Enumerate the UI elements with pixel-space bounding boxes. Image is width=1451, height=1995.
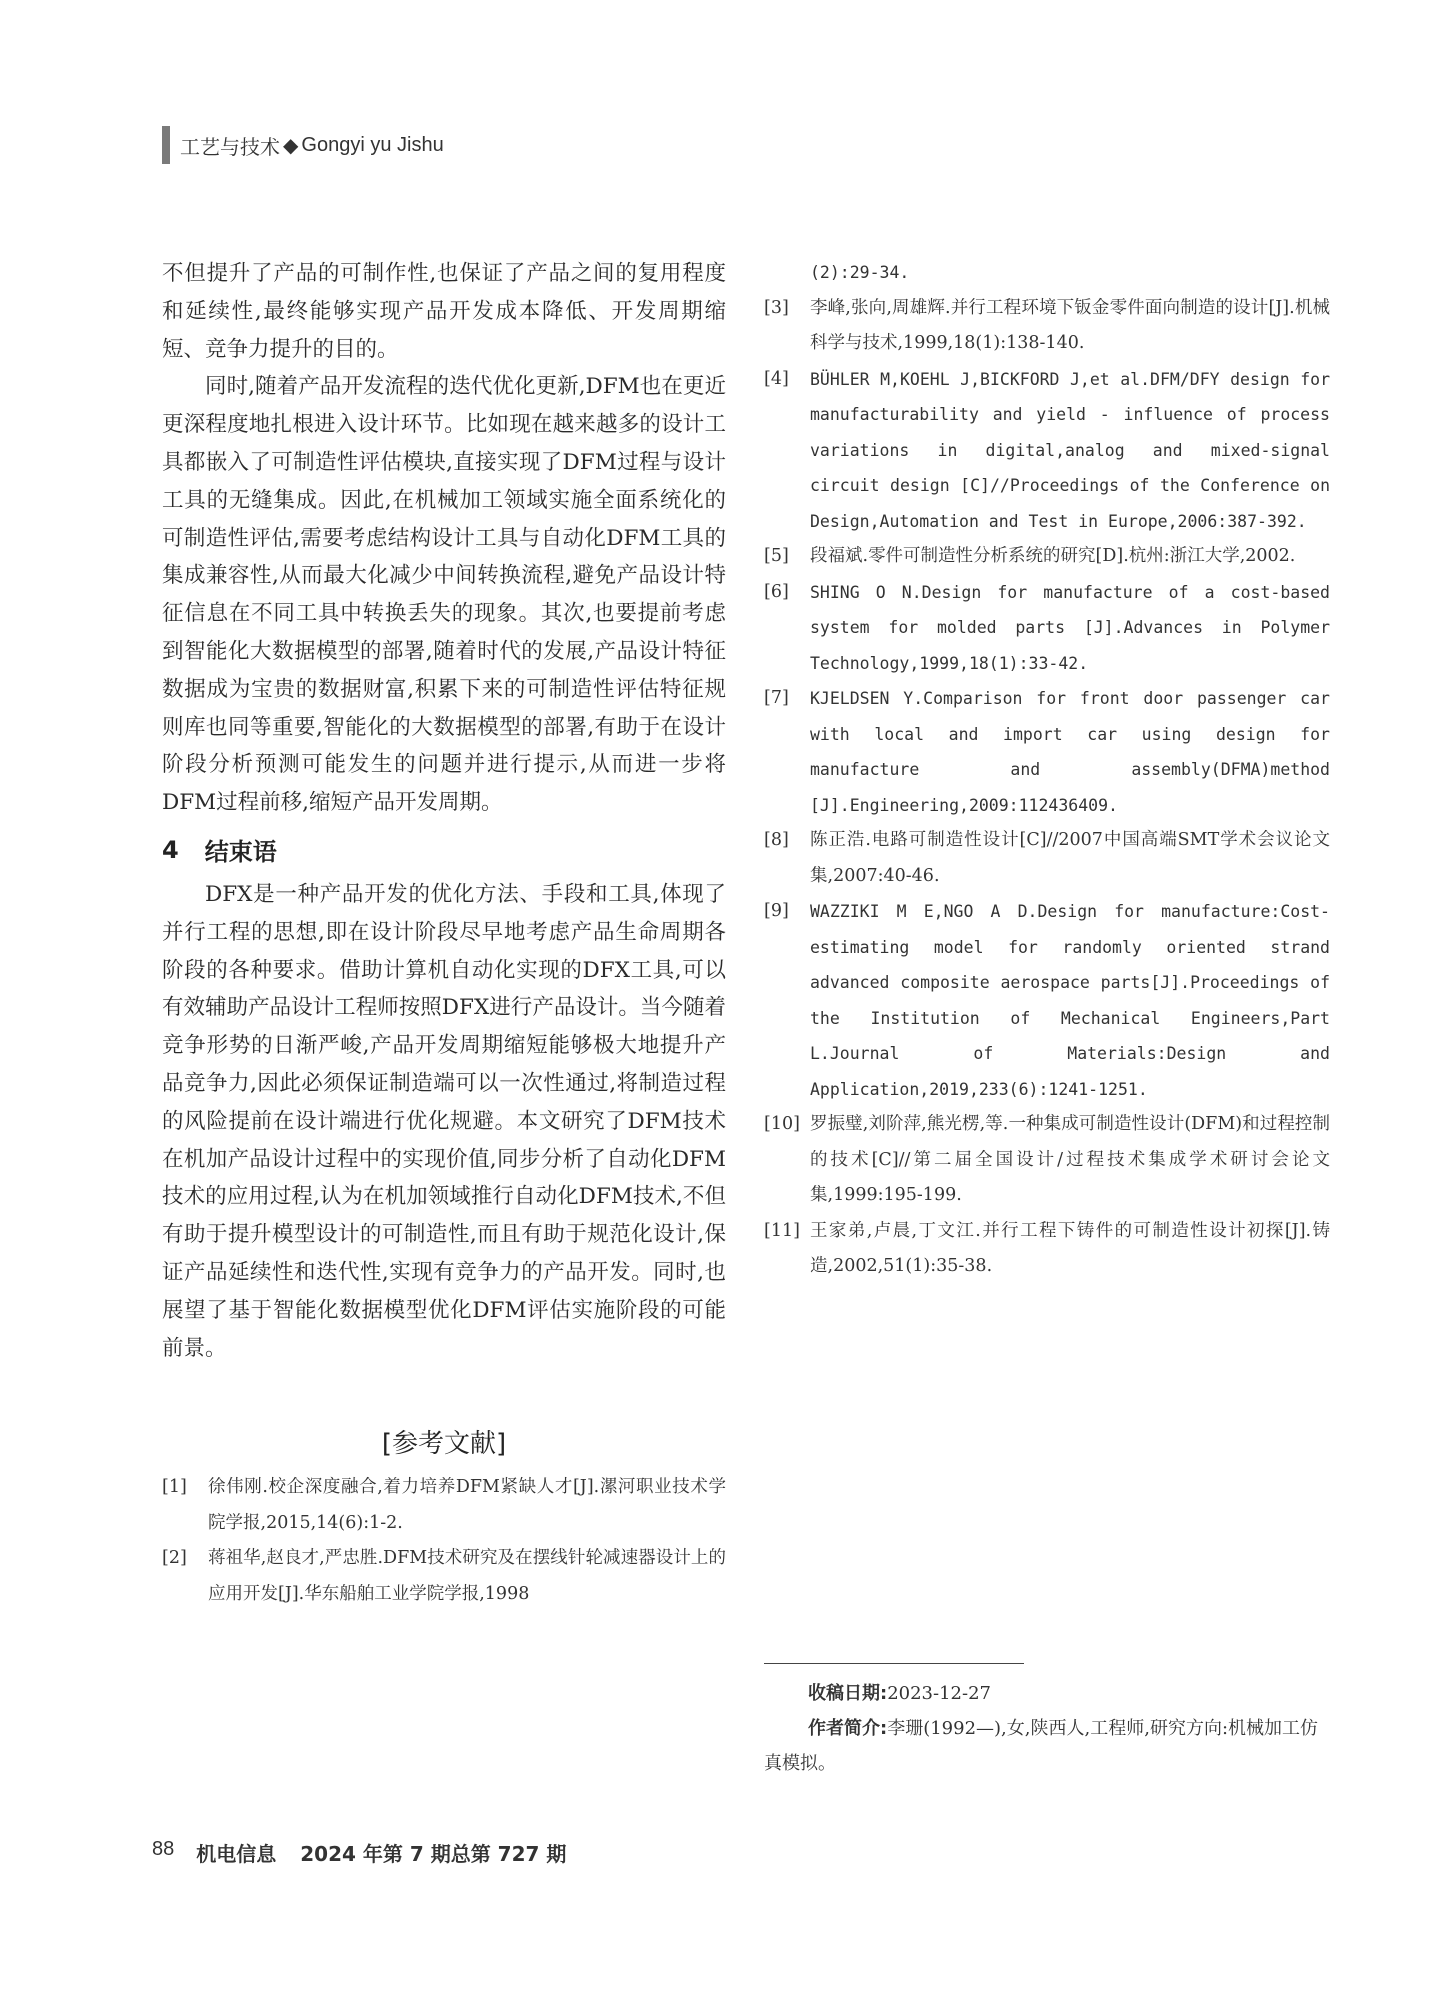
reference-text: (2):29-34. — [810, 263, 910, 282]
reference-number: [5] — [764, 546, 789, 566]
reference-text: 蒋祖华,赵良才,严忠胜.DFM技术研究及在摆线针轮减速器设计上的应用开发[J].华东船舶工业学院学报,1998 — [208, 1548, 726, 1604]
footnote-divider — [764, 1663, 1024, 1664]
reference-number: [3] — [764, 297, 789, 318]
reference-text: 李峰,张向,周雄辉.并行工程环境下钣金零件面向制造的设计[J].机械科学与技术,1999,18(1):138-140. — [810, 297, 1330, 353]
reference-number: [1] — [162, 1477, 187, 1498]
header-section-cn: 工艺与技术 — [180, 134, 280, 159]
reference-text: 陈正浩.电路可制造性设计[C]//2007中国高端SMT学术会议论文集,2007:40-46. — [810, 830, 1330, 886]
right-column — [764, 255, 1330, 1285]
references-heading: [参考文献] — [381, 1429, 507, 1460]
reference-text: SHING O N.Design for manufacture of a cost-based system for molded parts [J].Advances in Polymer Technology,1999,18(1):33-42. — [810, 582, 1330, 673]
author-bio — [764, 1711, 1330, 1781]
reference-item — [764, 1107, 1330, 1214]
reference-item — [764, 894, 1330, 1107]
running-header — [162, 126, 444, 164]
received-label: 收稿日期: — [808, 1683, 888, 1704]
reference-item — [764, 539, 1330, 575]
reference-text: KJELDSEN Y.Comparison for front door passenger car with local and import car using design for manufacture and assembly(DFMA)method [J].Engineering,2009:112436409. — [810, 689, 1330, 815]
reference-item — [764, 823, 1330, 894]
header-bar — [162, 126, 170, 164]
reference-number: [6] — [764, 581, 789, 602]
reference-item — [764, 1214, 1330, 1285]
section-number: 4 — [162, 835, 179, 864]
body-paragraph: 同时,随着产品开发流程的迭代优化更新,DFM也在更近更深程度地扎根进入设计环节。比如现在越来越多的设计工具都嵌入了可制造性评估模块,直接实现了DFM过程与设计工具的无缝集成。因此,在机械加工领域实施全面系统化的可制造性评估,需要考虑结构设计工具与自动化DFM工具的集成兼容性,从而最大化减少中间转换流程,避免产品设计特征信息在不同工具中转换丢失的现象。其次,也要提前考虑到智能化大数据模型的部署,随着时代的发展,产品设计特征数据成为宝贵的数据财富,积累下来的可制造性评估特征规则库也同等重要,智能化的大数据模型的部署,有助于在设计阶段分析预测可能发生的问题并进行提示,从而进一步将DFM过程前移,缩短产品开发周期。 — [162, 374, 726, 816]
article-notes — [764, 1676, 1330, 1781]
reference-number: [9] — [764, 901, 789, 921]
reference-text: 段福斌.零件可制造性分析系统的研究[D].杭州:浙江大学,2002. — [810, 546, 1296, 566]
reference-number: [2] — [162, 1548, 187, 1569]
author-value: 李珊(1992—),女,陕西人,工程师,研究方向:机械加工仿真模拟。 — [764, 1718, 1319, 1774]
reference-text: 罗振璧,刘阶萍,熊光楞,等.一种集成可制造性设计(DFM)和过程控制的技术[C]//第二届全国设计/过程技术集成学术研讨会论文集,1999:195-199. — [810, 1114, 1330, 1205]
reference-item — [764, 575, 1330, 682]
body-paragraph: 不但提升了产品的可制作性,也保证了产品之间的复用程度和延续性,最终能够实现产品开发成本降低、开发周期缩短、竞争力提升的目的。 — [162, 261, 726, 362]
reference-item — [162, 1541, 726, 1612]
reference-continuation — [764, 255, 1330, 291]
reference-item — [162, 1470, 726, 1541]
page-footer — [152, 1838, 566, 1867]
reference-number: [4] — [764, 368, 789, 389]
section-heading — [162, 830, 726, 870]
reference-text: WAZZIKI M E,NGO A D.Design for manufacture:Cost-estimating model for randomly oriented strand advanced composite aerospace parts[J].Proceedings of the Institution of Mechanical Engineers,Part L.Journal of Materials:Design and Application,2019,233(6):1241-1251. — [810, 902, 1330, 1099]
reference-text: 王家弟,卢晨,丁文江.并行工程下铸件的可制造性设计初探[J].铸造,2002,51(1):35-38. — [810, 1220, 1330, 1276]
section-title: 结束语 — [204, 838, 277, 867]
reference-number: [8] — [764, 830, 789, 850]
reference-item — [764, 681, 1330, 823]
header-section-en: Gongyi yu Jishu — [301, 133, 444, 156]
received-date — [764, 1676, 1330, 1711]
left-column — [162, 255, 726, 1612]
body-paragraph: DFX是一种产品开发的优化方法、手段和工具,体现了并行工程的思想,即在设计阶段尽早地考虑产品生命周期各阶段的各种要求。借助计算机自动化实现的DFX工具,可以有效辅助产品设计工程师按照DFX进行产品设计。当今随着竞争形势的日渐严峻,产品开发周期缩短能够极大地提升产品竞争力,因此必须保证制造端可以一次性通过,将制造过程的风险提前在设计端进行优化规避。本文研究了DFM技术在机加产品设计过程中的实现价值,同步分析了自动化DFM技术的应用过程,认为在机加领域推行自动化DFM技术,不但有助于提升模型设计的可制造性,而且有助于规范化设计,保证产品延续性和迭代性,实现有竞争力的产品开发。同时,也展望了基于智能化数据模型优化DFM评估实施阶段的可能前景。 — [162, 881, 726, 1361]
reference-number: [11] — [764, 1220, 800, 1241]
reference-number-spacer — [764, 255, 810, 291]
page-number: 88 — [152, 1838, 175, 1860]
reference-item — [764, 291, 1330, 362]
reference-item — [764, 362, 1330, 540]
diamond-icon: ◆ — [283, 133, 299, 157]
received-value: 2023-12-27 — [887, 1683, 991, 1704]
author-label: 作者简介: — [808, 1718, 888, 1739]
issue-info: 2024 年第 7 期总第 727 期 — [300, 1842, 567, 1866]
reference-number: [10] — [764, 1114, 800, 1134]
journal-name: 机电信息 — [196, 1842, 277, 1866]
reference-number: [7] — [764, 688, 789, 708]
reference-text: 徐伟刚.校企深度融合,着力培养DFM紧缺人才[J].漯河职业技术学院学报,2015,14(6):1-2. — [208, 1477, 726, 1533]
reference-text: BÜHLER M,KOEHL J,BICKFORD J,et al.DFM/DFY design for manufacturability and yield - influence of process variations in digital,analog and mixed-signal circuit design [C]//Proceedings of the Conference on Design,Automation and Test in Europe,2006:387-392. — [810, 369, 1330, 531]
